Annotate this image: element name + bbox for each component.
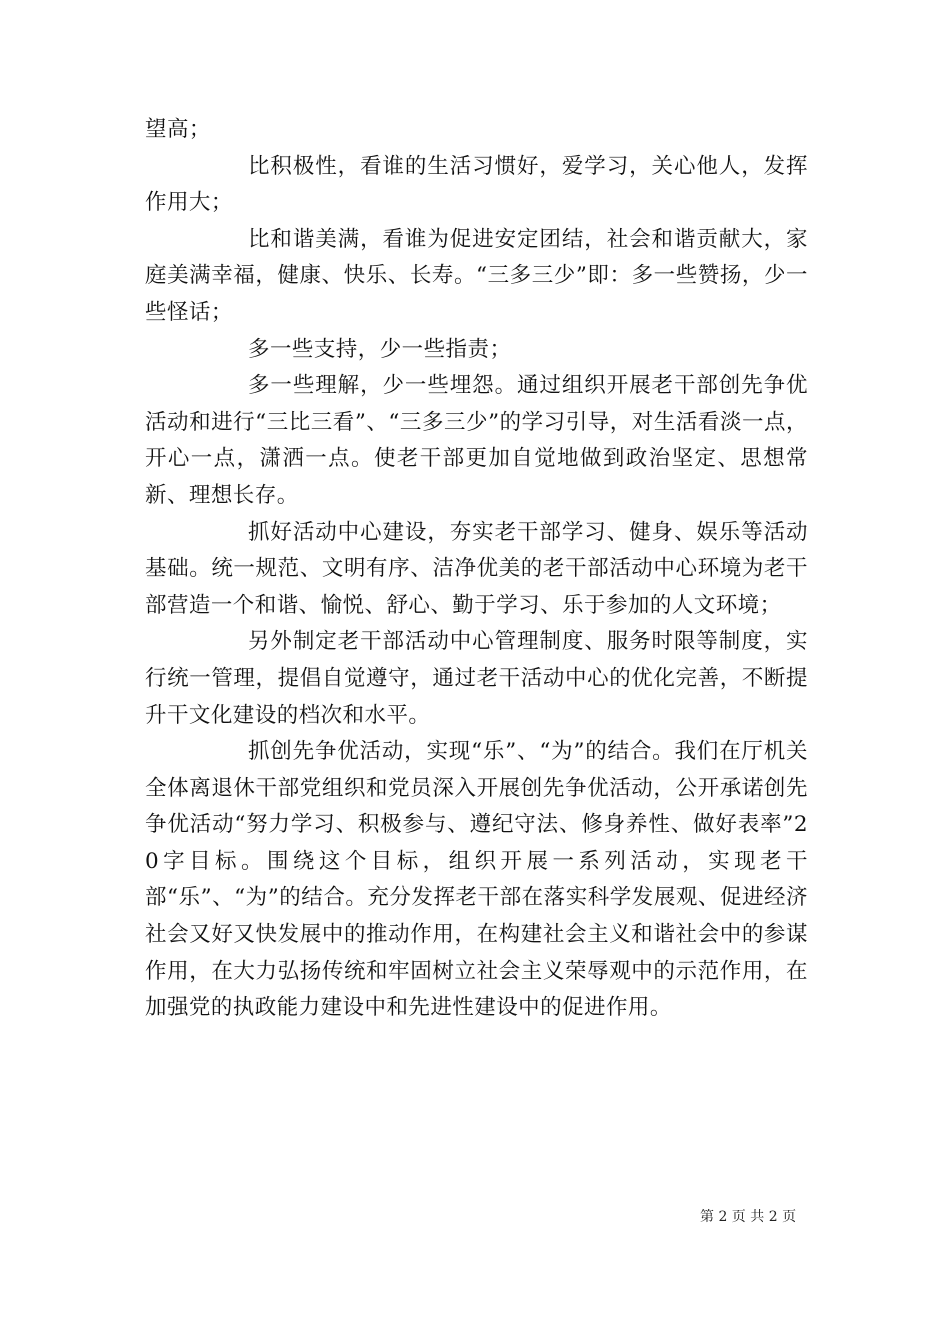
paragraph-more-understanding: 多一些理解，少一些埋怨。通过组织开展老干部创先争优活动和进行“三比三看”、“三多三少”的学习引导，对生活看淡一点，开心一点，潇洒一点。使老干部更加自觉地做到政治坚定、思想常新、理想长存。 [145,373,808,508]
paragraph-compare-activeness: 比积极性，看谁的生活习惯好，爱学习，关心他人，发挥作用大； [145,153,808,216]
paragraph-activity-center: 抓好活动中心建设，夯实老干部学习、健身、娱乐等活动基础。统一规范、文明有序、洁净优美的老干部活动中心环境为老干部营造一个和谐、愉悦、舒心、勤于学习、乐于参加的人文环境； [145,519,808,618]
paragraph-compare-harmony: 比和谐美满，看谁为促进安定团结，社会和谐贡献大，家庭美满幸福，健康、快乐、长寿。“三多三少”即：多一些赞扬，少一些怪话； [145,226,808,325]
paragraph-management-system: 另外制定老干部活动中心管理制度、服务时限等制度，实行统一管理，提倡自觉遵守，通过老干活动中心的优化完善，不断提升干文化建设的档次和水平。 [145,629,808,728]
document-body [145,112,808,1027]
paragraph-more-support: 多一些支持，少一些指责； [248,336,512,362]
page-number: 第 2 页 共 2 页 [700,1209,797,1225]
paragraph-excellence-activities: 抓创先争优活动，实现“乐”、“为”的结合。我们在厅机关全体离退休干部党组织和党员深入开展创先争优活动，公开承诺创先争优活动“努力学习、积极参与、遵纪守法、修身养性、做好表率”20字目标。围绕这个目标，组织开展一系列活动，实现老干部“乐”、“为”的结合。充分发挥老干部在落实科学发展观、促进经济社会又好又快发展中的推动作用，在构建社会主义和谐社会中的参谋作用，在大力弘扬传统和牢固树立社会主义荣辱观中的示范作用，在加强党的执政能力建设中和先进性建设中的促进作用。 [145,739,808,1021]
paragraph-continuation: 望高； [145,117,211,142]
